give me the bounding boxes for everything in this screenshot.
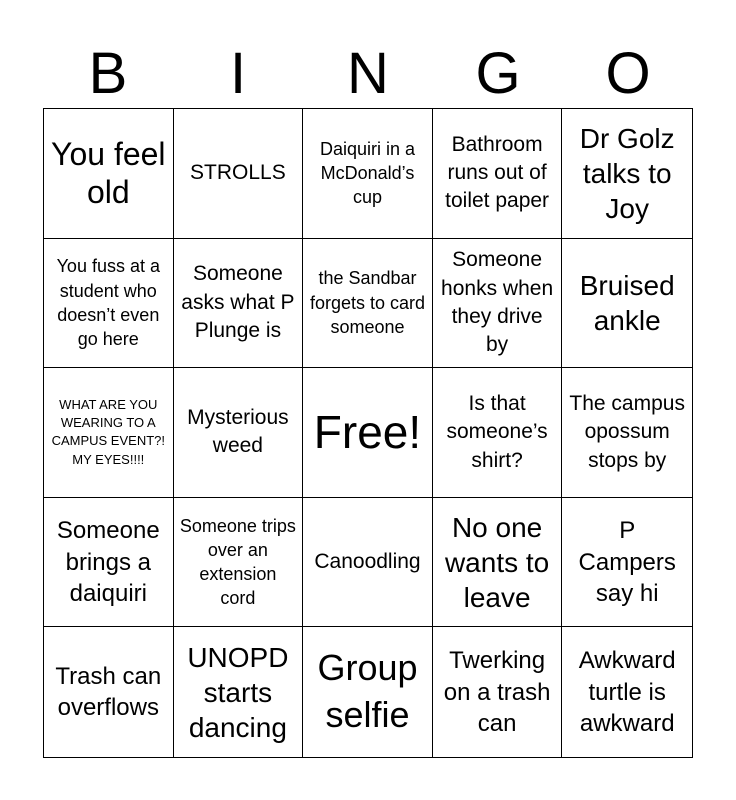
bingo-cell-text: Is that someone’s shirt? [446,391,548,472]
bingo-cell-r1-c5[interactable] [562,109,692,239]
bingo-cell-text: The campus opossum stops by [569,391,685,472]
bingo-cell-text: Daiquiri in a McDonald’s cup [319,138,416,208]
bingo-cell-text: Someone trips over an extension cord [179,515,296,609]
bingo-cell-r2-c5[interactable] [562,239,692,369]
bingo-cell-text: the Sandbar forgets to card someone [309,268,426,338]
bingo-cell-text: Someone brings a daiquiri [56,517,160,607]
bingo-cell-r2-c3[interactable] [303,239,433,369]
bingo-cell-text: UNOPD starts dancing [187,641,289,743]
bingo-cell-text: Canoodling [314,549,421,573]
bingo-cell-r4-c1[interactable] [44,498,174,628]
bingo-cell-text: No one wants to leave [444,511,550,613]
bingo-cell-r5-c5[interactable] [562,627,692,757]
bingo-cell-text: Awkward turtle is awkward [578,647,676,737]
free-space-text: Free! [313,406,422,459]
bingo-cell-r2-c2[interactable] [174,239,304,369]
bingo-cell-r1-c3[interactable] [303,109,433,239]
bingo-cell-text: You feel old [51,135,166,211]
header-letter-i: I [229,41,247,106]
bingo-header [43,40,693,108]
bingo-cell-text: Mysterious weed [187,406,289,458]
header-letter-b: B [88,41,128,106]
bingo-cell-r1-c2[interactable] [174,109,304,239]
bingo-cell-text: You fuss at a student who doesn’t even go here [56,256,160,350]
bingo-cell-r3-c1[interactable] [44,368,174,498]
bingo-cell-text: WHAT ARE YOU WEARING TO A CAMPUS EVENT?! MY EYES!!!! [51,397,165,467]
bingo-cell-text: Bruised ankle [579,269,675,336]
bingo-cell-r3-c5[interactable] [562,368,692,498]
header-letter-n: N [347,41,389,106]
bingo-cell-r4-c2[interactable] [174,498,304,628]
bingo-cell-r3-c4[interactable] [433,368,563,498]
header-letter-o: O [605,41,651,106]
bingo-cell-text: Trash can overflows [55,663,162,722]
bingo-cell-text: STROLLS [190,161,286,185]
bingo-cell-r5-c1[interactable] [44,627,174,757]
bingo-cell-r1-c1[interactable] [44,109,174,239]
bingo-cell-r3-c2[interactable] [174,368,304,498]
bingo-cell-text: Someone honks when they drive by [441,248,554,357]
bingo-cell-r4-c4[interactable] [433,498,563,628]
bingo-cell-text: P Campers say hi [578,517,676,607]
bingo-board [43,108,693,758]
header-letter-g: G [475,41,521,106]
bingo-cell-r4-c5[interactable] [562,498,692,628]
bingo-cell-text: Someone asks what P Plunge is [181,262,295,343]
bingo-cell-r2-c1[interactable] [44,239,174,369]
bingo-cell-text: Twerking on a trash can [443,647,551,737]
bingo-cell-free[interactable] [303,368,433,498]
bingo-cell-text: Bathroom runs out of toilet paper [445,132,550,213]
bingo-cell-r4-c3[interactable] [303,498,433,628]
bingo-cell-r1-c4[interactable] [433,109,563,239]
bingo-cell-r5-c4[interactable] [433,627,563,757]
bingo-cell-text: Group selfie [317,647,418,736]
bingo-cell-r2-c4[interactable] [433,239,563,369]
bingo-cell-r5-c2[interactable] [174,627,304,757]
bingo-cell-r5-c3[interactable] [303,627,433,757]
bingo-cell-text: Dr Golz talks to Joy [579,122,675,224]
